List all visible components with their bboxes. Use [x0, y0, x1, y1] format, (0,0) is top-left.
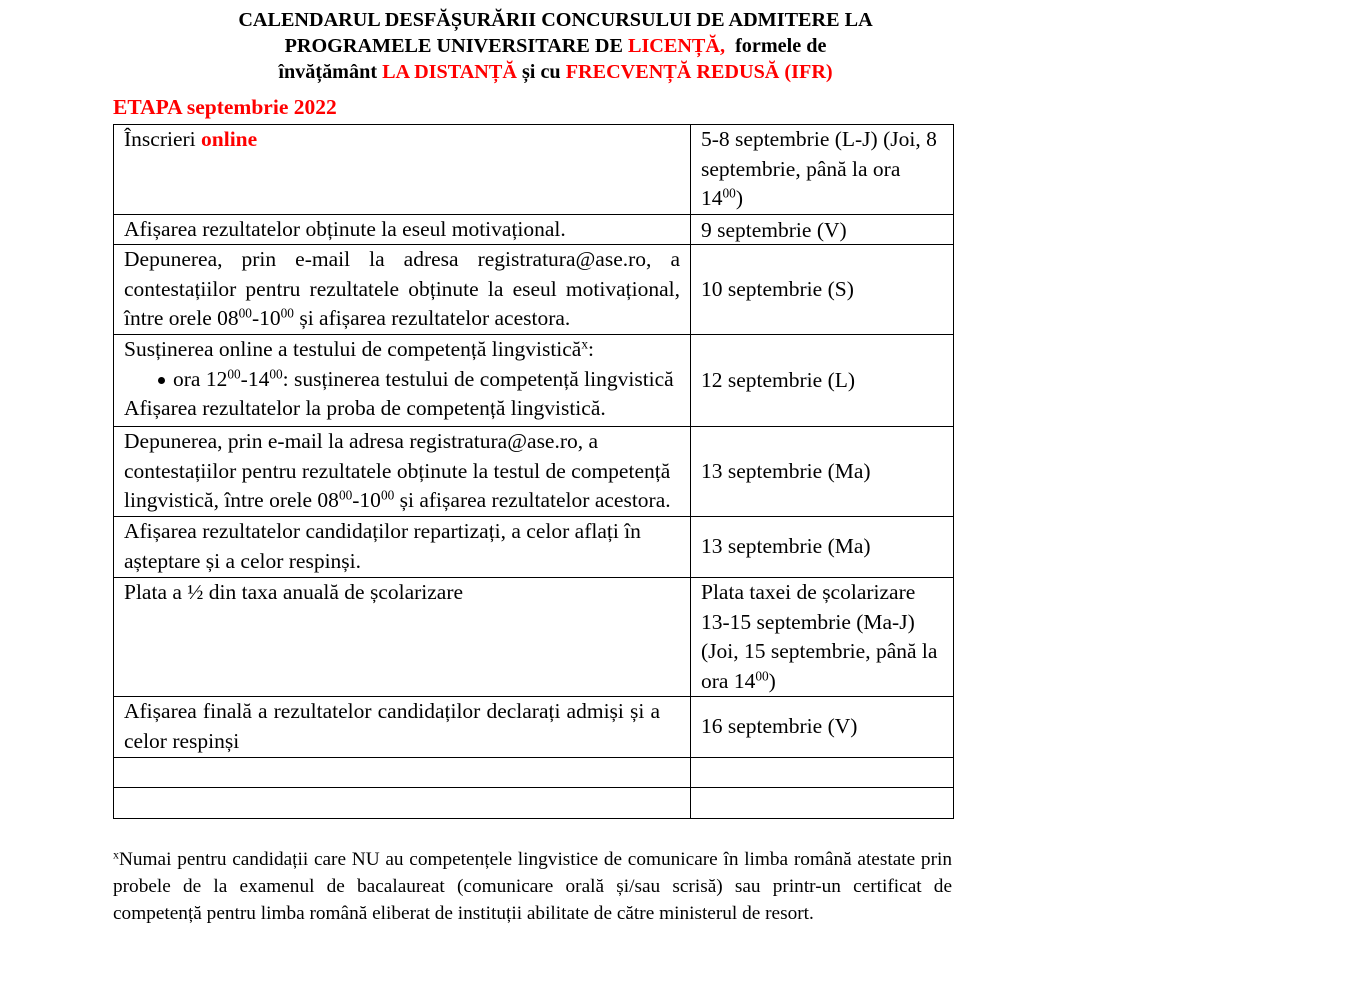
superscript: 00 [238, 305, 252, 321]
date-text: Plata taxei de școlarizare [701, 580, 916, 604]
title-text: formele de [730, 35, 827, 57]
date-line [701, 667, 943, 697]
activity-line [124, 304, 680, 334]
activity-cell [114, 335, 691, 427]
stage-heading: ETAPA septembrie 2022 [113, 95, 337, 119]
date-cell [691, 578, 954, 697]
activity-text: Afișarea rezultatelor obținute la eseul motivațional. [124, 217, 566, 241]
date-line [701, 184, 943, 214]
title-text: învățământ [278, 61, 383, 83]
footnote-marker: x [113, 847, 119, 862]
empty-row [114, 758, 954, 788]
empty-cell [691, 758, 954, 788]
empty-cell [114, 758, 691, 788]
footnote-line [113, 846, 952, 873]
date-line [701, 712, 943, 742]
title-highlight: LA DISTANȚĂ [382, 61, 517, 83]
activity-line [124, 427, 680, 457]
activity-cell [114, 245, 691, 335]
activity-text: contestațiilor pentru rezultatele obținute la testul de competență [124, 458, 671, 483]
footnote-marker: x [581, 336, 589, 352]
activity-cell [114, 125, 691, 215]
activity-text: -14 [240, 366, 270, 391]
table-row [114, 427, 954, 517]
activity-line [124, 697, 660, 727]
footnote-text: competență pentru limba română eliberat de instituții abilitate de către ministerul de resort. [113, 903, 814, 924]
activity-text: și afișarea rezultatelor acestora. [394, 488, 671, 512]
date-line [701, 125, 943, 155]
activity-text: -10 [251, 306, 281, 330]
date-line [701, 457, 943, 487]
superscript: 00 [722, 185, 736, 201]
activity-cell [114, 517, 691, 578]
activity-text: Afișarea rezultatelor la proba de competență lingvistică. [124, 396, 606, 420]
title-line [113, 33, 998, 59]
activity-line [124, 727, 680, 757]
date-cell [691, 697, 954, 758]
title-text: CALENDARUL DESFĂȘURĂRII CONCURSULUI DE ADMITERE LA [238, 9, 873, 31]
activity-text: : [588, 337, 595, 361]
superscript: 00 [380, 487, 395, 503]
date-line [701, 637, 943, 667]
date-cell [691, 427, 954, 517]
activity-cell [114, 215, 691, 245]
schedule-table [113, 124, 954, 819]
activity-line [124, 547, 680, 577]
table-row [114, 215, 954, 245]
activity-line [124, 125, 680, 155]
activity-line [124, 517, 680, 547]
activity-text: și afișarea rezultatelor acestora. [293, 306, 571, 330]
bullet-icon [158, 377, 165, 384]
date-line [701, 578, 943, 608]
title-highlight: FRECVENȚĂ REDUSĂ (IFR) [565, 61, 833, 83]
date-text: 13 septembrie (Ma) [701, 534, 871, 559]
document-title [113, 7, 998, 85]
superscript: 00 [755, 668, 769, 684]
footnote-text: Numai pentru candidații care NU au competențele lingvistice de comunicare în limba română atestate prin [118, 849, 952, 870]
date-cell [691, 517, 954, 578]
activity-text: Afișarea finală a rezultatelor candidaților declarați admiși și a [124, 699, 660, 723]
date-text: 14 [701, 186, 723, 211]
title-line [113, 7, 998, 33]
title-line [113, 59, 998, 85]
activity-line [124, 486, 680, 516]
footnote [113, 846, 952, 927]
empty-cell [691, 788, 954, 819]
activity-text: Înscrieri [124, 127, 202, 151]
superscript: 00 [269, 366, 283, 382]
activity-line [124, 394, 680, 424]
table-row [114, 125, 954, 215]
table-row [114, 335, 954, 427]
activity-text: Susținerea online a testului de competență lingvistică [124, 337, 582, 361]
date-text: ora 14 [701, 668, 756, 693]
footnote-line [113, 900, 952, 927]
superscript: 00 [227, 366, 241, 382]
footnote-text: probele de la examenul de bacalaureat (comunicare orală și/sau scrisă) sau printr-un certificat de [113, 876, 952, 897]
date-line [701, 608, 943, 638]
activity-line [124, 245, 680, 275]
date-text: 10 septembrie (S) [701, 276, 854, 301]
date-text: 13-15 septembrie (Ma-J) [701, 609, 915, 634]
activity-text: lingvistică, între orele 08 [124, 488, 339, 512]
table-row [114, 578, 954, 697]
date-line [701, 275, 943, 305]
date-cell [691, 335, 954, 427]
activity-line [124, 578, 680, 608]
activity-line [124, 275, 680, 305]
activity-line [124, 457, 680, 487]
date-cell [691, 245, 954, 335]
date-text: 5-8 septembrie (L-J) (Joi, 8 [701, 127, 937, 152]
title-text: și cu [516, 61, 566, 83]
date-line [701, 366, 943, 396]
activity-text: celor respinși [124, 728, 240, 753]
activity-text: contestațiilor pentru rezultatele obținute la eseul motivațional, [124, 276, 680, 301]
table-row [114, 245, 954, 335]
date-text: septembrie, până la ora [701, 156, 901, 181]
table-row [114, 697, 954, 758]
date-text: 12 septembrie (L) [701, 367, 856, 392]
activity-text: Depunerea, prin e-mail la adresa registratura@ase.ro, a [124, 247, 680, 271]
superscript: 00 [338, 487, 353, 503]
activity-text: -10 [352, 488, 381, 512]
activity-text: așteptare și a celor respinși. [124, 548, 362, 573]
activity-text: : susținerea testului de competență lingvistică [282, 366, 674, 391]
empty-cell [114, 788, 691, 819]
activity-text: între orele 08 [124, 306, 239, 330]
activity-line [124, 335, 680, 365]
activity-text: Depunerea, prin e-mail la adresa registratura@ase.ro, a [124, 429, 599, 453]
empty-row [114, 788, 954, 819]
date-text: 16 septembrie (V) [701, 714, 858, 739]
activity-cell [114, 697, 691, 758]
date-line [701, 216, 943, 244]
activity-text: ora 12 [173, 366, 228, 391]
table-row [114, 517, 954, 578]
date-line [701, 155, 943, 185]
activity-text: Plata a ½ din taxa anuală de școlarizare [124, 580, 464, 604]
activity-highlight: online [201, 127, 258, 151]
date-text: 13 septembrie (Ma) [701, 458, 871, 483]
activity-text: Afișarea rezultatelor candidaților repartizați, a celor aflați în [124, 519, 641, 543]
date-cell [691, 125, 954, 215]
activity-cell [114, 578, 691, 697]
superscript: 00 [280, 305, 294, 321]
activity-line [124, 215, 680, 243]
date-text: ) [735, 186, 743, 211]
footnote-line [113, 873, 952, 900]
title-highlight: LICENȚĂ, [627, 35, 726, 57]
date-text: ) [768, 668, 776, 693]
title-text: PROGRAMELE UNIVERSITARE DE [284, 35, 628, 57]
date-text: (Joi, 15 septembrie, până la [701, 639, 938, 663]
date-text: 9 septembrie (V) [701, 217, 847, 242]
date-line [701, 532, 943, 562]
date-cell [691, 215, 954, 245]
activity-cell [114, 427, 691, 517]
bullet-item [124, 365, 680, 395]
